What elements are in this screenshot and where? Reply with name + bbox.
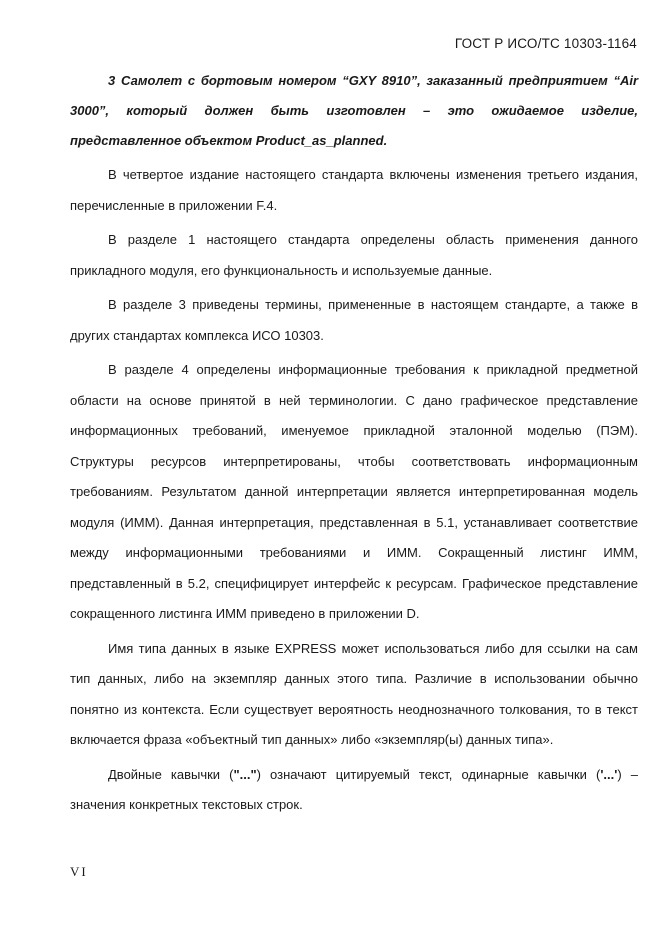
- note-paragraph: 3 Самолет с бортовым номером “GXY 8910”, заказанный предприятием “Air 3000”, который должен быть изготовлен – это ожидаемое изделие, представленное объектом Product_as_planned.: [70, 73, 638, 148]
- document-body: [70, 66, 638, 825]
- double-quotes-sample: "...": [233, 766, 257, 782]
- standard-number-header: ГОСТ Р ИСО/ТС 10303-1164: [454, 36, 637, 51]
- single-quotes-sample: '...': [600, 766, 618, 782]
- page-number: VI: [70, 864, 88, 879]
- paragraph-section-1: В разделе 1 настоящего стандарта определены область применения данного прикладного модуля, его функциональность и используемые данные.: [70, 232, 638, 278]
- paragraph-quotes: [70, 760, 638, 821]
- paragraph-section-4: В разделе 4 определены информационные требования к прикладной предметной области на основе принятой в ней терминологии. С дано графическое представление информационных требований, именуемое прикладной эталонной моделью (ПЭМ). Структуры ресурсов интерпретированы, чтобы соответствовать информационным требованиям. Результатом данной интерпретации является интерпретированная модель модуля (ИММ). Данная интерпретация, представленная в 5.1, устанавливает соответствие между информационными требованиями и ИММ. Сокращенный листинг ИММ, представленный в 5.2, специфицирует интерфейс к ресурсам. Графическое представление сокращенного листинга ИММ приведено в приложении D.: [70, 362, 638, 621]
- quotes-text-part3: ) – значения конкретных текстовых строк.: [70, 766, 638, 812]
- paragraph-express-types: Имя типа данных в языке EXPRESS может использоваться либо для ссылки на сам тип данных, либо на экземпляр данных этого типа. Различие в использовании обычно понятно из контекста. Если существует вероятность неоднозначного толкования, то в текст включается фраза «объектный тип данных» либо «экземпляр(ы) данных типа».: [70, 640, 638, 747]
- quotes-text-part2: ) означают цитируемый текст, одинарные кавычки (: [256, 766, 601, 782]
- paragraph-edition-changes: В четвертое издание настоящего стандарта включены изменения третьего издания, перечисленные в приложении F.4.: [70, 167, 638, 213]
- paragraph-section-3: В разделе 3 приведены термины, примененные в настоящем стандарте, а также в других стандартах комплекса ИСО 10303.: [70, 297, 638, 343]
- quotes-text-part1: Двойные кавычки (: [108, 766, 234, 782]
